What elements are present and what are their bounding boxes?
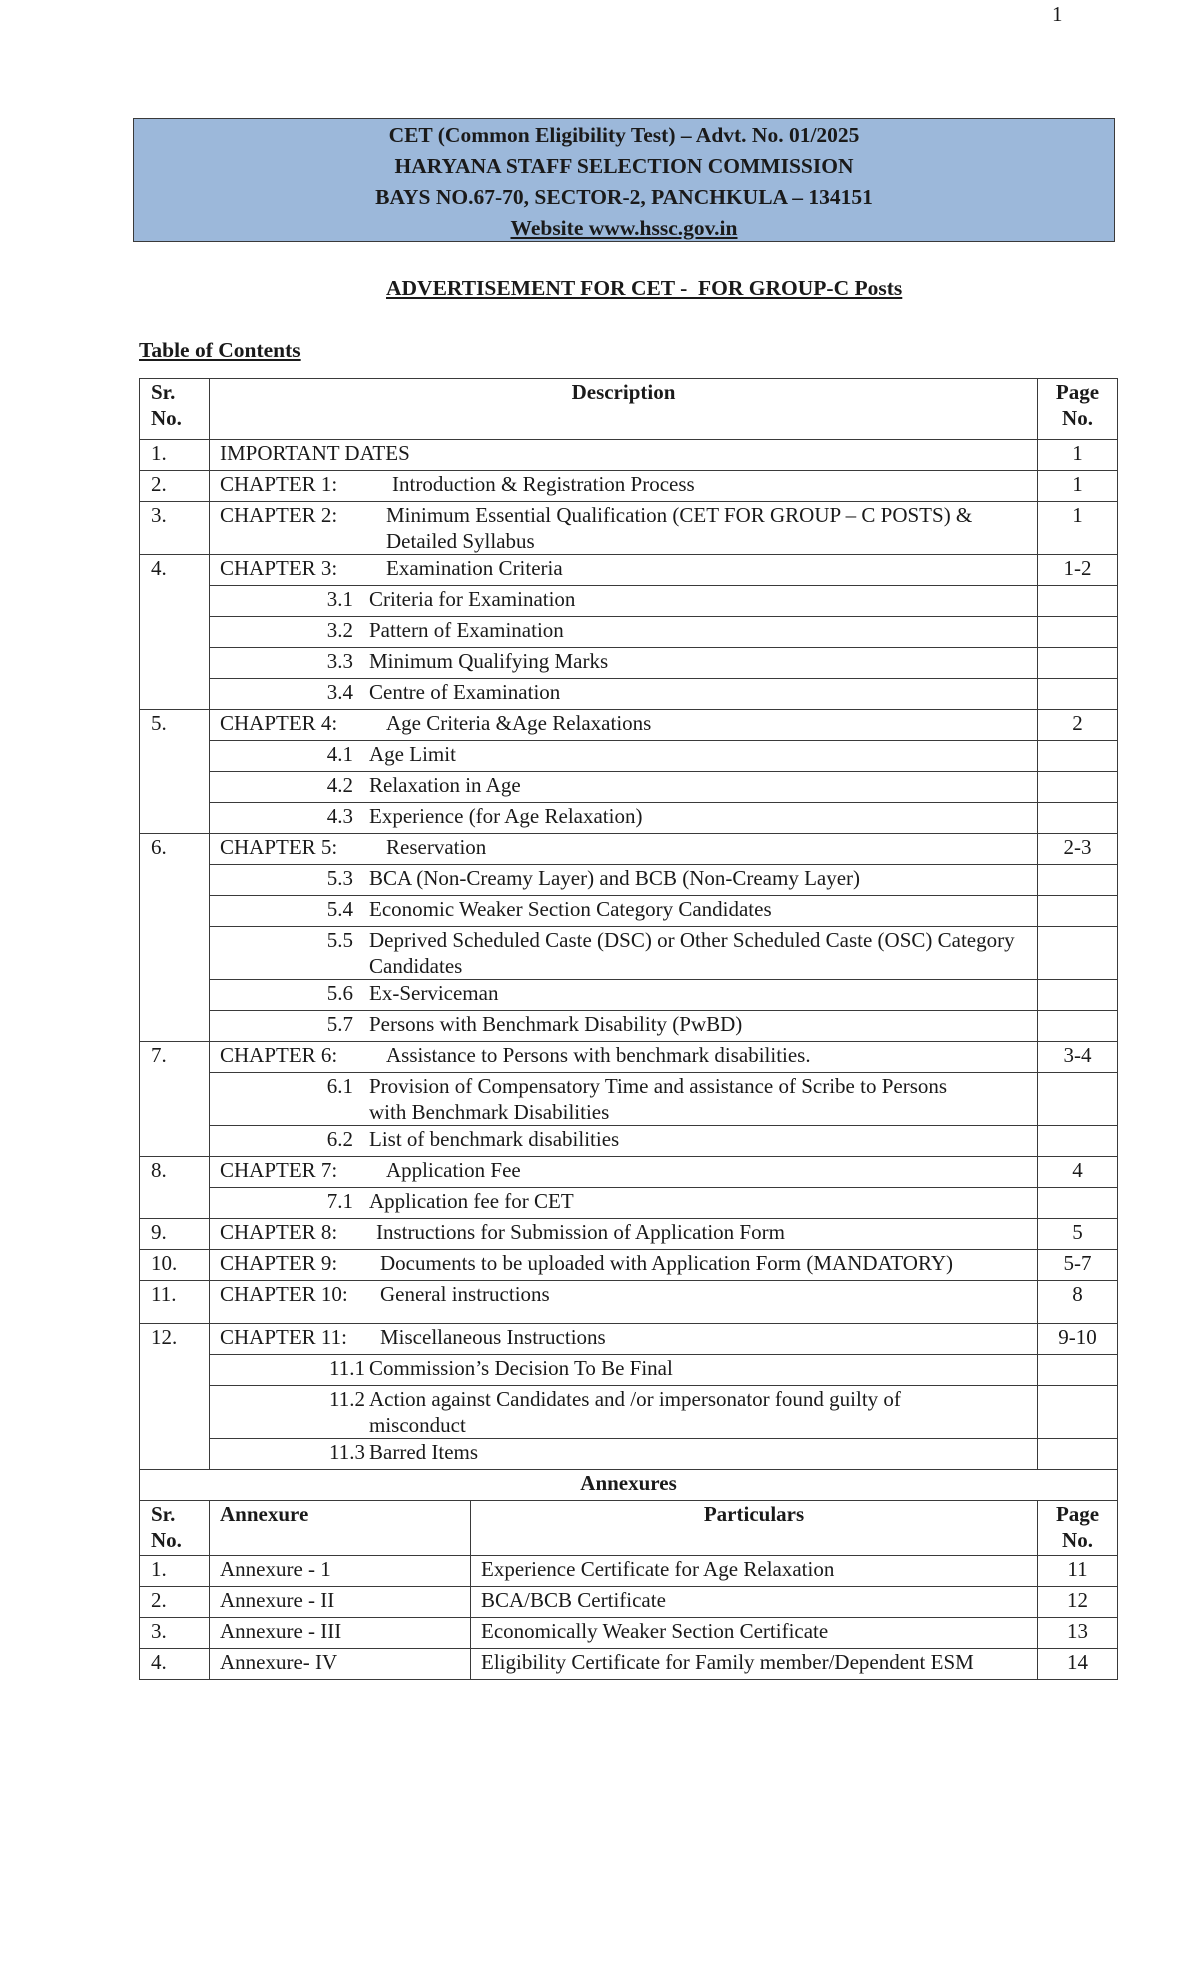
toc-subsection: [210, 1188, 1038, 1219]
toc-sub-number: 3.1: [326, 587, 353, 611]
toc-sub-page: [1038, 648, 1118, 679]
toc-subsection: [210, 927, 1038, 980]
toc-sub-page: [1038, 772, 1118, 803]
header-website: Website www.hssc.gov.in: [510, 216, 738, 240]
toc-subsection: [210, 1355, 1038, 1386]
advertisement-title: ADVERTISEMENT FOR CET - FOR GROUP-C Posts: [386, 276, 903, 300]
toc-sr: 2.: [140, 471, 210, 502]
toc-sub-title: Experience (for Age Relaxation): [369, 804, 643, 828]
header-line-1: CET (Common Eligibility Test) – Advt. No. 01/2025: [388, 123, 860, 147]
toc-sub-number: 4.2: [326, 773, 353, 797]
toc-chapter-label: CHAPTER 9:: [220, 1251, 338, 1275]
toc-subrow: [140, 648, 1118, 679]
annexure-name: Annexure- IV: [210, 1649, 471, 1680]
toc-chapter-title: Introduction & Registration Process: [392, 472, 695, 496]
toc-chapter: [210, 1281, 1038, 1324]
toc-chapter-label: CHAPTER 3:: [220, 556, 338, 580]
toc-sub-page: [1038, 586, 1118, 617]
toc-sr: 7.: [140, 1042, 210, 1157]
annexure-page: 12: [1038, 1587, 1118, 1618]
toc-sub-title: Criteria for Examination: [369, 587, 576, 611]
toc-sub-page: [1038, 1011, 1118, 1042]
toc-sub-title: Relaxation in Age: [369, 773, 521, 797]
toc-col-sr: Sr. No.: [140, 379, 210, 440]
toc-chapter-title: Reservation: [386, 835, 487, 859]
annexure-particulars: Eligibility Certificate for Family member/Dependent ESM: [471, 1649, 1038, 1680]
toc-subrow: [140, 1011, 1118, 1042]
header-line-2: HARYANA STAFF SELECTION COMMISSION: [394, 154, 854, 178]
annexure-particulars: Experience Certificate for Age Relaxation: [471, 1556, 1038, 1587]
toc-sub-number: 5.3: [326, 866, 353, 890]
toc-page: 1: [1038, 502, 1118, 555]
toc-sr: 9.: [140, 1219, 210, 1250]
toc-sr: 12.: [140, 1324, 210, 1470]
toc-page: 1: [1038, 471, 1118, 502]
toc-page: 8: [1038, 1281, 1118, 1324]
toc-row: [140, 1042, 1118, 1073]
toc-page: 4: [1038, 1157, 1118, 1188]
toc-subrow: [140, 1188, 1118, 1219]
toc-sub-title: Pattern of Examination: [369, 618, 564, 642]
annexures-table: [139, 1469, 1118, 1680]
toc-subsection: [210, 1439, 1038, 1470]
toc-sub-number: 7.1: [326, 1189, 353, 1213]
toc-sub-number: 5.6: [326, 981, 353, 1005]
toc-sr: 11.: [140, 1281, 210, 1324]
toc-sub-title: Commission’s Decision To Be Final: [369, 1356, 673, 1380]
annexure-page: 13: [1038, 1618, 1118, 1649]
annex-col-page: Page No.: [1038, 1501, 1118, 1556]
toc-sr: 4.: [140, 555, 210, 710]
toc-subrow: [140, 772, 1118, 803]
annexure-name: Annexure - 1: [210, 1556, 471, 1587]
toc-sub-number: 3.3: [326, 649, 353, 673]
toc-sub-number: 6.2: [326, 1127, 353, 1151]
toc-sub-number: 5.4: [326, 897, 353, 921]
annexure-row: [140, 1618, 1118, 1649]
toc-subrow: [140, 1355, 1118, 1386]
toc-chapter-label: CHAPTER 2:: [220, 503, 338, 527]
toc-col-description: Description: [210, 379, 1038, 440]
toc-chapter-label: CHAPTER 1:: [220, 472, 338, 496]
toc-subsection: [210, 980, 1038, 1011]
toc-sub-title: BCA (Non-Creamy Layer) and BCB (Non-Creamy Layer): [369, 866, 861, 890]
toc-page: 2: [1038, 710, 1118, 741]
toc-body: [140, 379, 1118, 1470]
toc-chapter: [210, 1219, 1038, 1250]
toc-page: 1: [1038, 440, 1118, 471]
toc-sub-title: Age Limit: [369, 742, 456, 766]
toc-sub-number: 11.2: [329, 1387, 365, 1411]
toc-subrow: [140, 927, 1118, 980]
annexure-sr: 2.: [140, 1587, 210, 1618]
toc-row: [140, 502, 1118, 555]
toc-sub-page: [1038, 1126, 1118, 1157]
toc-sr: 6.: [140, 834, 210, 1042]
toc-sub-title: Centre of Examination: [369, 680, 561, 704]
toc-chapter: [210, 1250, 1038, 1281]
toc-chapter-title: Examination Criteria: [386, 556, 563, 580]
toc-sub-title: Application fee for CET: [369, 1189, 574, 1213]
toc-chapter: [210, 440, 1038, 471]
toc-subrow: [140, 803, 1118, 834]
toc-sub-title: Provision of Compensatory Time and assistance of Scribe to Persons with Benchmark Disabilities: [369, 1074, 948, 1124]
toc-sub-page: [1038, 803, 1118, 834]
toc-chapter-title: Miscellaneous Instructions: [380, 1325, 606, 1349]
toc-sub-number: 3.2: [326, 618, 353, 642]
toc-sub-number: 11.1: [329, 1356, 365, 1380]
page-number: 1: [1052, 2, 1063, 26]
toc-chapter: [210, 471, 1038, 502]
toc-subsection: [210, 586, 1038, 617]
annexures-body: [140, 1470, 1118, 1680]
toc-sub-page: [1038, 617, 1118, 648]
toc-sub-page: [1038, 1386, 1118, 1439]
toc-sub-page: [1038, 1355, 1118, 1386]
toc-subrow: [140, 865, 1118, 896]
toc-subsection: [210, 1386, 1038, 1439]
toc-sub-page: [1038, 865, 1118, 896]
annex-col-annexure: Annexure: [210, 1501, 471, 1556]
toc-chapter-title: Instructions for Submission of Application Form: [376, 1220, 785, 1244]
annexure-sr: 4.: [140, 1649, 210, 1680]
toc-subsection: [210, 896, 1038, 927]
toc-sub-page: [1038, 741, 1118, 772]
toc-row: [140, 1281, 1118, 1324]
toc-page: 3-4: [1038, 1042, 1118, 1073]
table-of-contents: [139, 378, 1118, 1470]
toc-row: [140, 1324, 1118, 1355]
annexure-row: [140, 1556, 1118, 1587]
toc-row: [140, 471, 1118, 502]
toc-subsection: [210, 741, 1038, 772]
toc-sub-number: 5.5: [326, 928, 353, 952]
toc-sr: 5.: [140, 710, 210, 834]
toc-subsection: [210, 772, 1038, 803]
toc-sub-page: [1038, 980, 1118, 1011]
annexure-sr: 1.: [140, 1556, 210, 1587]
toc-chapter-title: Application Fee: [386, 1158, 521, 1182]
toc-row: [140, 1250, 1118, 1281]
toc-sub-title: Ex-Serviceman: [369, 981, 499, 1005]
toc-chapter-label: CHAPTER 10:: [220, 1282, 348, 1306]
toc-row: [140, 834, 1118, 865]
toc-sub-number: 3.4: [326, 680, 353, 704]
toc-sub-number: 5.7: [326, 1012, 353, 1036]
toc-subsection: [210, 865, 1038, 896]
annexures-header-row: [140, 1501, 1118, 1556]
toc-subrow: [140, 1439, 1118, 1470]
toc-chapter-label: CHAPTER 11:: [220, 1325, 347, 1349]
toc-page: 5-7: [1038, 1250, 1118, 1281]
toc-sub-page: [1038, 927, 1118, 980]
toc-subrow: [140, 980, 1118, 1011]
annexure-page: 11: [1038, 1556, 1118, 1587]
annexure-sr: 3.: [140, 1618, 210, 1649]
toc-chapter-label: CHAPTER 4:: [220, 711, 338, 735]
header-line-3: BAYS NO.67-70, SECTOR-2, PANCHKULA – 134151: [375, 185, 873, 209]
toc-header-row: [140, 379, 1118, 440]
toc-heading: Table of Contents: [139, 338, 301, 362]
toc-sub-number: 4.1: [326, 742, 353, 766]
toc-chapter-label: CHAPTER 5:: [220, 835, 338, 859]
annexures-heading-row: [140, 1470, 1118, 1501]
toc-chapter-title: Minimum Essential Qualification (CET FOR GROUP – C POSTS) & Detailed Syllabus: [386, 503, 973, 553]
toc-sub-number: 11.3: [329, 1440, 365, 1464]
toc-chapter-title: IMPORTANT DATES: [220, 441, 410, 465]
toc-subrow: [140, 1386, 1118, 1439]
header-box: [133, 118, 1115, 242]
toc-subsection: [210, 679, 1038, 710]
toc-chapter: [210, 834, 1038, 865]
toc-sub-title: Deprived Scheduled Caste (DSC) or Other Scheduled Caste (OSC) Category Candidates: [369, 928, 1015, 978]
annexure-name: Annexure - II: [210, 1587, 471, 1618]
toc-subsection: [210, 648, 1038, 679]
toc-chapter: [210, 1324, 1038, 1355]
annexure-page: 14: [1038, 1649, 1118, 1680]
toc-row: [140, 440, 1118, 471]
toc-chapter: [210, 1157, 1038, 1188]
toc-chapter-label: CHAPTER 7:: [220, 1158, 338, 1182]
toc-sub-title: Minimum Qualifying Marks: [369, 649, 609, 673]
toc-sub-page: [1038, 1073, 1118, 1126]
toc-chapter-label: CHAPTER 6:: [220, 1043, 338, 1067]
toc-chapter-title: Assistance to Persons with benchmark disabilities.: [386, 1043, 811, 1067]
toc-sub-number: 4.3: [326, 804, 353, 828]
annex-col-particulars: Particulars: [471, 1501, 1038, 1556]
toc-row: [140, 1219, 1118, 1250]
annex-col-sr: Sr. No.: [140, 1501, 210, 1556]
toc-sr: 3.: [140, 502, 210, 555]
toc-sub-number: 6.1: [326, 1074, 353, 1098]
toc-sub-page: [1038, 1188, 1118, 1219]
toc-subrow: [140, 1126, 1118, 1157]
toc-page: 9-10: [1038, 1324, 1118, 1355]
toc-sub-page: [1038, 1439, 1118, 1470]
toc-chapter-label: CHAPTER 8:: [220, 1220, 338, 1244]
toc-col-page: Page No.: [1038, 379, 1118, 440]
toc-page: 1-2: [1038, 555, 1118, 586]
toc-chapter-title: Age Criteria &Age Relaxations: [386, 711, 652, 735]
toc-row: [140, 710, 1118, 741]
toc-subsection: [210, 1126, 1038, 1157]
toc-chapter: [210, 502, 1038, 555]
annexure-row: [140, 1649, 1118, 1680]
toc-subrow: [140, 679, 1118, 710]
toc-subrow: [140, 617, 1118, 648]
toc-sub-title: List of benchmark disabilities: [369, 1127, 620, 1151]
toc-sub-page: [1038, 896, 1118, 927]
toc-sr: 8.: [140, 1157, 210, 1219]
toc-sub-title: Action against Candidates and /or impersonator found guilty of misconduct: [369, 1387, 901, 1437]
toc-chapter: [210, 710, 1038, 741]
toc-subrow: [140, 896, 1118, 927]
toc-chapter: [210, 1042, 1038, 1073]
toc-page: 2-3: [1038, 834, 1118, 865]
toc-sr: 10.: [140, 1250, 210, 1281]
toc-sub-title: Barred Items: [369, 1440, 479, 1464]
annexure-row: [140, 1587, 1118, 1618]
annexure-name: Annexure - III: [210, 1618, 471, 1649]
toc-subrow: [140, 586, 1118, 617]
toc-chapter-title: General instructions: [380, 1282, 550, 1306]
toc-subsection: [210, 617, 1038, 648]
toc-chapter-title: Documents to be uploaded with Application Form (MANDATORY): [380, 1251, 953, 1275]
toc-sr: 1.: [140, 440, 210, 471]
annexure-particulars: BCA/BCB Certificate: [471, 1587, 1038, 1618]
toc-row: [140, 555, 1118, 586]
toc-sub-page: [1038, 679, 1118, 710]
toc-subrow: [140, 1073, 1118, 1126]
toc-sub-title: Economic Weaker Section Category Candidates: [369, 897, 772, 921]
annexure-particulars: Economically Weaker Section Certificate: [471, 1618, 1038, 1649]
toc-row: [140, 1157, 1118, 1188]
toc-subrow: [140, 741, 1118, 772]
toc-subsection: [210, 1073, 1038, 1126]
annexures-heading: Annexures: [140, 1470, 1118, 1501]
toc-page: 5: [1038, 1219, 1118, 1250]
toc-subsection: [210, 1011, 1038, 1042]
toc-chapter: [210, 555, 1038, 586]
toc-subsection: [210, 803, 1038, 834]
toc-sub-title: Persons with Benchmark Disability (PwBD): [369, 1012, 743, 1036]
